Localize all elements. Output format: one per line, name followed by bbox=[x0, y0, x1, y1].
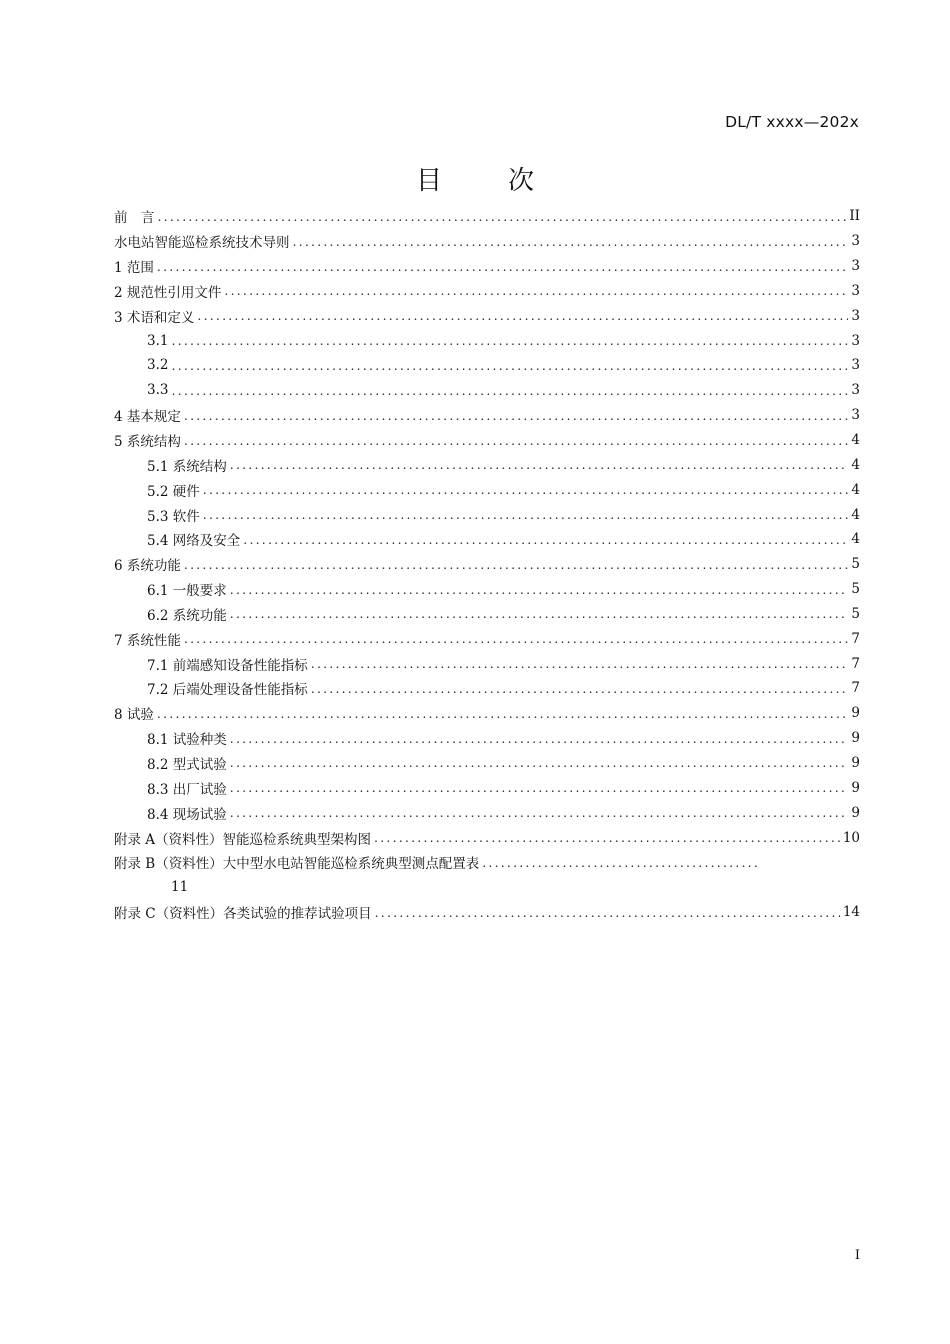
toc-entry[interactable] bbox=[114, 403, 860, 428]
toc-entry-page: 3 bbox=[851, 357, 860, 374]
toc-entry[interactable] bbox=[114, 428, 860, 453]
toc-entry-page: 9 bbox=[851, 754, 860, 771]
toc-entry[interactable] bbox=[114, 651, 860, 676]
toc-entry-label: 3.2 bbox=[147, 357, 169, 374]
toc-entry-label: 1 范围 bbox=[114, 260, 154, 277]
toc-entry[interactable] bbox=[114, 775, 860, 800]
toc-entry-page: 5 bbox=[851, 556, 860, 573]
toc-entry[interactable] bbox=[114, 502, 860, 527]
toc-entry[interactable] bbox=[114, 254, 860, 279]
toc-entry-page: 4 bbox=[851, 432, 860, 449]
toc-entry-page: 3 bbox=[851, 307, 860, 324]
toc-entry-page: 9 bbox=[851, 705, 860, 722]
toc-entry-label: 7.1 前端感知设备性能指标 bbox=[147, 657, 308, 674]
toc-leader-dots bbox=[184, 433, 849, 448]
toc-entry[interactable] bbox=[114, 602, 860, 627]
toc-entry-page: 7 bbox=[851, 630, 860, 647]
toc-leader-dots bbox=[224, 283, 848, 298]
toc-entry-label: 8.1 试验种类 bbox=[147, 732, 227, 749]
document-code: DL/T xxxx—202x bbox=[725, 113, 859, 131]
toc-entry[interactable] bbox=[114, 452, 860, 477]
toc-entry[interactable] bbox=[114, 527, 860, 552]
toc-leader-dots bbox=[311, 681, 849, 696]
toc-leader-dots bbox=[203, 507, 849, 522]
toc-entry-page: 3 bbox=[851, 258, 860, 275]
toc-entry-label: 7 系统性能 bbox=[114, 632, 181, 649]
toc-entry-label: 4 基本规定 bbox=[114, 409, 181, 426]
toc-entry[interactable] bbox=[114, 800, 860, 825]
toc-leader-dots bbox=[157, 706, 849, 721]
toc-entry-label: 8.4 现场试验 bbox=[147, 806, 227, 823]
toc-leader-dots bbox=[184, 408, 849, 423]
toc-entry[interactable] bbox=[114, 900, 860, 925]
toc-leader-dots bbox=[482, 855, 757, 870]
toc-entry[interactable] bbox=[114, 353, 860, 378]
toc-entry[interactable] bbox=[114, 850, 860, 900]
page-title: 目 次 bbox=[415, 166, 554, 196]
toc-entry-label: 附录 B（资料性）大中型水电站智能巡检系统典型测点配置表 bbox=[114, 856, 480, 873]
toc-entry-page: 10 bbox=[842, 829, 860, 846]
toc-entry[interactable] bbox=[114, 303, 860, 328]
toc-entry[interactable] bbox=[114, 751, 860, 776]
toc-entry[interactable] bbox=[114, 378, 860, 403]
toc-entry-label: 5 系统结构 bbox=[114, 434, 181, 451]
toc-leader-dots bbox=[293, 234, 849, 249]
toc-entry-page: 3 bbox=[851, 382, 860, 399]
toc-entry[interactable] bbox=[114, 701, 860, 726]
toc-leader-dots bbox=[171, 333, 848, 348]
toc-entry-page: 7 bbox=[851, 655, 860, 672]
toc-leader-dots bbox=[171, 358, 848, 373]
toc-entry-page: 4 bbox=[851, 456, 860, 473]
toc-entry[interactable] bbox=[114, 825, 860, 850]
toc-leader-dots bbox=[230, 805, 849, 820]
toc-entry-page: 5 bbox=[851, 605, 860, 622]
toc-entry-label: 3 术语和定义 bbox=[114, 309, 195, 326]
toc-leader-dots bbox=[230, 755, 849, 770]
toc-entry-page: 11 bbox=[171, 879, 189, 896]
toc-leader-dots bbox=[311, 656, 849, 671]
toc-entry-page: 9 bbox=[851, 730, 860, 747]
toc-leader-dots bbox=[197, 308, 848, 323]
toc-entry-label: 3.1 bbox=[147, 332, 169, 349]
toc-entry[interactable] bbox=[114, 204, 860, 229]
toc-entry-label: 5.2 硬件 bbox=[147, 483, 200, 500]
toc-entry[interactable] bbox=[114, 229, 860, 254]
toc-entry-page: 3 bbox=[851, 407, 860, 424]
toc-entry-label: 6.2 系统功能 bbox=[147, 607, 227, 624]
toc-entry-label: 7.2 后端处理设备性能指标 bbox=[147, 682, 308, 699]
toc-entry-label: 6 系统功能 bbox=[114, 558, 181, 575]
toc-entry-page: 4 bbox=[851, 506, 860, 523]
toc-entry-label: 8.2 型式试验 bbox=[147, 756, 227, 773]
toc-entry-label: 附录 C（资料性）各类试验的推荐试验项目 bbox=[114, 906, 372, 923]
toc-entry-label: 3.3 bbox=[147, 382, 169, 399]
toc-entry-page: 5 bbox=[851, 581, 860, 598]
toc-entry-label: 5.4 网络及安全 bbox=[147, 533, 241, 550]
toc-entry[interactable] bbox=[114, 726, 860, 751]
toc-leader-dots bbox=[171, 383, 848, 398]
toc-entry-page: 14 bbox=[842, 904, 860, 921]
toc-entry-label: 6.1 一般要求 bbox=[147, 583, 227, 600]
page-number: I bbox=[854, 1248, 860, 1263]
toc-entry[interactable] bbox=[114, 577, 860, 602]
toc-entry-label: 水电站智能巡检系统技术导则 bbox=[114, 235, 290, 252]
toc-leader-dots bbox=[158, 209, 847, 224]
toc-entry-page: 3 bbox=[851, 233, 860, 250]
toc-entry-page: 4 bbox=[851, 531, 860, 548]
toc-entry-page: II bbox=[849, 208, 860, 225]
toc-entry-page: 3 bbox=[851, 282, 860, 299]
toc-leader-dots bbox=[230, 731, 849, 746]
toc-entry[interactable] bbox=[114, 328, 860, 353]
table-of-contents bbox=[114, 204, 860, 924]
toc-leader-dots bbox=[184, 557, 849, 572]
toc-entry[interactable] bbox=[114, 676, 860, 701]
toc-entry-page: 4 bbox=[851, 481, 860, 498]
toc-entry-label: 8 试验 bbox=[114, 707, 154, 724]
toc-entry-page: 3 bbox=[851, 332, 860, 349]
toc-leader-dots bbox=[230, 457, 849, 472]
toc-entry-label: 前 言 bbox=[114, 210, 155, 227]
toc-leader-dots bbox=[184, 631, 849, 646]
toc-leader-dots bbox=[230, 606, 849, 621]
toc-leader-dots bbox=[230, 780, 849, 795]
toc-leader-dots bbox=[243, 532, 848, 547]
toc-leader-dots bbox=[375, 905, 840, 920]
toc-entry[interactable] bbox=[114, 626, 860, 651]
toc-leader-dots bbox=[374, 830, 840, 845]
toc-entry-label: 2 规范性引用文件 bbox=[114, 284, 222, 301]
toc-entry-page: 9 bbox=[851, 804, 860, 821]
toc-entry[interactable] bbox=[114, 552, 860, 577]
toc-entry[interactable] bbox=[114, 279, 860, 304]
toc-leader-dots bbox=[230, 582, 849, 597]
toc-entry-label: 5.1 系统结构 bbox=[147, 458, 227, 475]
toc-entry-label: 5.3 软件 bbox=[147, 508, 200, 525]
toc-entry-label: 8.3 出厂试验 bbox=[147, 781, 227, 798]
toc-entry-page: 7 bbox=[851, 680, 860, 697]
toc-entry-label: 附录 A（资料性）智能巡检系统典型架构图 bbox=[114, 831, 372, 848]
toc-leader-dots bbox=[157, 259, 849, 274]
toc-entry-page: 9 bbox=[851, 779, 860, 796]
toc-leader-dots bbox=[203, 482, 849, 497]
toc-entry[interactable] bbox=[114, 477, 860, 502]
